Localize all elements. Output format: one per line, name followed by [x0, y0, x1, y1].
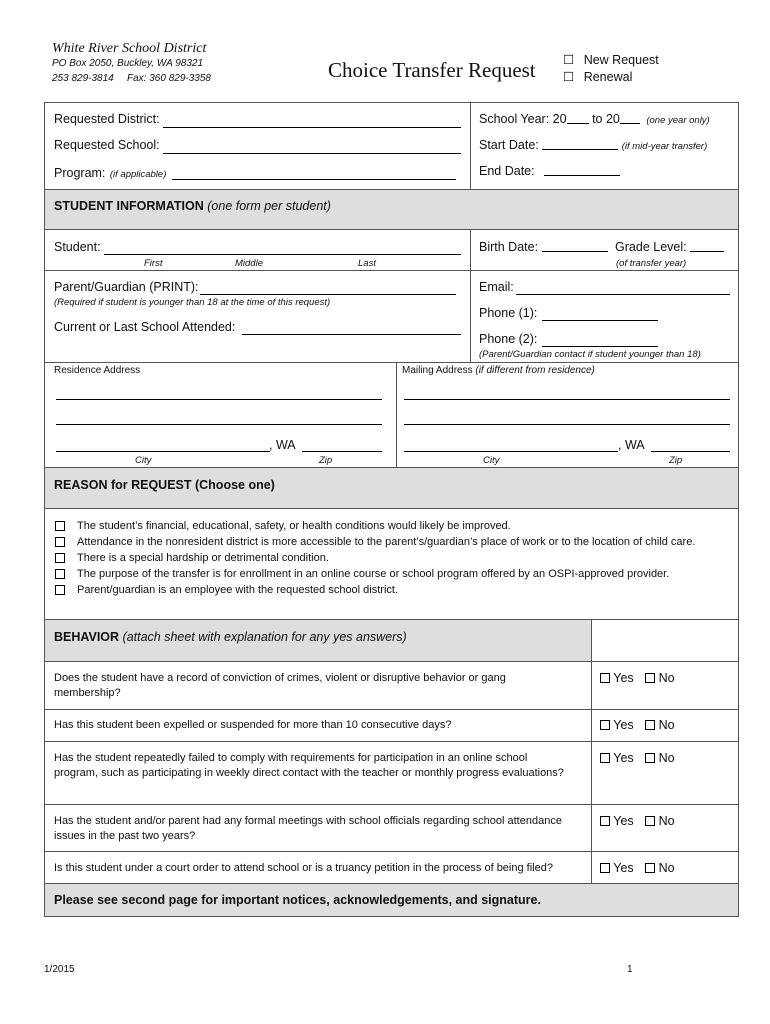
renewal-checkbox[interactable]: ☐: [563, 70, 575, 84]
no-checkbox[interactable]: [645, 673, 655, 683]
current-school-label: Current or Last School Attended:: [54, 320, 236, 334]
behavior-title: BEHAVIOR: [54, 630, 120, 644]
reason-item[interactable]: [54, 582, 724, 598]
reason-title: REASON for REQUEST (Choose one): [54, 478, 275, 492]
row-divider: [44, 883, 739, 884]
phone2-field[interactable]: [542, 346, 658, 347]
mailing-zip-field[interactable]: [651, 451, 730, 452]
yes-label: Yes: [613, 671, 634, 685]
form-date-code: 1/2015: [44, 964, 75, 975]
reason-checkbox[interactable]: [55, 537, 65, 547]
renewal-option[interactable]: [563, 69, 632, 84]
yes-label: Yes: [613, 751, 634, 765]
student-info-title: STUDENT INFORMATION: [54, 199, 204, 213]
email-label: Email:: [479, 280, 514, 294]
reason-item[interactable]: [54, 518, 724, 534]
no-label: No: [658, 751, 675, 765]
behavior-answer: [600, 861, 675, 875]
behavior-answer: [600, 751, 675, 765]
email-field[interactable]: [516, 294, 730, 295]
reason-checkbox[interactable]: [55, 569, 65, 579]
row-divider: [44, 362, 739, 363]
end-date-group: [479, 164, 620, 178]
second-page-notice: Please see second page for important notices, acknowledgements, and signature.: [54, 893, 541, 907]
student-name-field[interactable]: [104, 254, 461, 255]
page-number: 1: [627, 964, 633, 975]
program-note: (if applicable): [109, 169, 167, 180]
reason-item[interactable]: [54, 550, 724, 566]
no-checkbox[interactable]: [645, 863, 655, 873]
parent-guardian-note: (Required if student is younger than 18 at the time of this request): [54, 297, 331, 308]
mailing-street2-field[interactable]: [404, 424, 730, 425]
residence-street-field[interactable]: [56, 399, 382, 400]
behavior-question: Has the student repeatedly failed to comply with requirements for participation in an online school program, such as participating in weekly direct contact with the teacher or monthly progress evaluations?: [54, 752, 564, 779]
end-date-field[interactable]: [544, 175, 620, 176]
first-name-caption: First: [144, 258, 163, 269]
mailing-address-label: Mailing Address: [402, 365, 473, 376]
reason-text: There is a special hardship or detrimental condition.: [77, 552, 329, 564]
current-school-field[interactable]: [242, 334, 461, 335]
contact-note: (Parent/Guardian contact if student younger than 18): [479, 349, 701, 360]
requested-district-label: Requested District:: [54, 112, 160, 126]
row-divider: [44, 229, 739, 230]
start-date-group: [479, 138, 707, 152]
reason-item[interactable]: [54, 566, 724, 582]
residence-state-label: , WA: [269, 438, 296, 452]
yes-label: Yes: [613, 861, 634, 875]
reason-text: Parent/guardian is an employee with the requested school district.: [77, 584, 399, 596]
behavior-note: (attach sheet with explanation for any yes answers): [122, 630, 407, 644]
row-divider: [44, 709, 739, 710]
mailing-street-field[interactable]: [404, 399, 730, 400]
mailing-address-note: (if different from residence): [475, 365, 595, 376]
grade-note: (of transfer year): [616, 258, 687, 269]
renewal-label: Renewal: [583, 70, 633, 84]
row-divider: [44, 270, 739, 271]
school-year-group: [479, 112, 710, 126]
new-request-checkbox[interactable]: ☐: [563, 53, 575, 67]
requested-school-label: Requested School:: [54, 138, 160, 152]
program-field[interactable]: [172, 179, 456, 180]
school-year-label: School Year: 20: [479, 112, 567, 126]
student-name-label: Student:: [54, 240, 101, 254]
school-year-note: (one year only): [646, 115, 710, 126]
col-divider: [591, 619, 592, 883]
row-divider: [44, 741, 739, 742]
reason-text: The purpose of the transfer is for enrollment in an online course or school program offered by an OSPI-approved provider.: [77, 568, 670, 580]
reason-text: The student’s financial, educational, safety, or health conditions would likely be improved.: [77, 520, 511, 532]
new-request-label: New Request: [583, 53, 659, 67]
school-year-end-field[interactable]: [620, 123, 640, 124]
start-date-note: (if mid-year transfer): [621, 141, 708, 152]
requested-school-field[interactable]: [163, 153, 461, 154]
last-name-caption: Last: [358, 258, 376, 269]
residence-street2-field[interactable]: [56, 424, 382, 425]
mailing-state-label: , WA: [618, 438, 645, 452]
form-title: Choice Transfer Request: [328, 58, 536, 82]
district-fax: Fax: 360 829-3358: [127, 73, 211, 84]
row-divider: [44, 189, 739, 190]
form-border: [44, 102, 739, 917]
mailing-zip-caption: Zip: [669, 455, 683, 466]
yes-checkbox[interactable]: [600, 673, 610, 683]
yes-checkbox[interactable]: [600, 720, 610, 730]
phone1-field[interactable]: [542, 320, 658, 321]
behavior-question: Does the student have a record of conviction of crimes, violent or disruptive behavior or gang membership?: [54, 672, 506, 699]
reason-checkbox[interactable]: [55, 521, 65, 531]
school-year-start-field[interactable]: [567, 123, 589, 124]
no-label: No: [658, 814, 675, 828]
district-address: PO Box 2050, Buckley, WA 98321: [52, 58, 204, 69]
school-year-to-label: to 20: [592, 112, 620, 126]
row-divider: [44, 851, 739, 852]
row-divider: [44, 804, 739, 805]
behavior-answer: [600, 671, 675, 685]
no-label: No: [658, 861, 675, 875]
program-label-group: [54, 164, 166, 182]
birth-date-label: Birth Date:: [479, 240, 539, 254]
grade-level-field[interactable]: [690, 251, 724, 252]
mailing-city-caption: City: [483, 455, 500, 466]
yes-checkbox[interactable]: [600, 816, 610, 826]
phone1-label: Phone (1):: [479, 306, 538, 320]
behavior-question: Is this student under a court order to attend school or is a truancy petition in the process of being filed?: [54, 862, 553, 874]
no-checkbox[interactable]: [645, 816, 655, 826]
residence-address-label: Residence Address: [54, 365, 141, 376]
requested-district-field[interactable]: [163, 127, 461, 128]
row-divider: [44, 619, 739, 620]
birth-date-field[interactable]: [542, 251, 608, 252]
col-divider: [470, 229, 471, 362]
parent-guardian-label: Parent/Guardian (PRINT):: [54, 280, 199, 294]
behavior-title-group: [54, 630, 407, 644]
program-label: Program:: [54, 166, 106, 180]
start-date-field[interactable]: [542, 149, 618, 150]
grade-level-label: Grade Level:: [615, 240, 687, 254]
mailing-city-field[interactable]: [404, 451, 618, 452]
start-date-label: Start Date:: [479, 138, 539, 152]
residence-city-field[interactable]: [56, 451, 270, 452]
reason-text: Attendance in the nonresident district is more accessible to the parent’s/guardian’s place of work or to the location of child care.: [77, 536, 696, 548]
col-divider: [396, 362, 397, 467]
student-info-note: (one form per student): [207, 199, 331, 213]
behavior-answer: [600, 814, 675, 828]
yes-checkbox[interactable]: [600, 753, 610, 763]
middle-name-caption: Middle: [235, 258, 263, 269]
district-name: White River School District: [52, 41, 207, 56]
residence-zip-field[interactable]: [302, 451, 382, 452]
reason-list: [54, 518, 724, 598]
yes-label: Yes: [613, 718, 634, 732]
new-request-option[interactable]: [563, 52, 659, 67]
no-label: No: [658, 671, 675, 685]
district-phone: 253 829-3814: [52, 73, 114, 84]
parent-guardian-field[interactable]: [200, 294, 456, 295]
no-checkbox[interactable]: [645, 720, 655, 730]
reason-checkbox[interactable]: [55, 553, 65, 563]
residence-zip-caption: Zip: [319, 455, 333, 466]
mailing-address-label-group: [402, 365, 595, 376]
phone2-label: Phone (2):: [479, 332, 538, 346]
row-divider: [44, 661, 739, 662]
no-checkbox[interactable]: [645, 753, 655, 763]
birth-grade-group: [479, 240, 724, 254]
row-divider: [44, 467, 739, 468]
yes-checkbox[interactable]: [600, 863, 610, 873]
col-divider: [470, 102, 471, 189]
behavior-question: Has this student been expelled or suspended for more than 10 consecutive days?: [54, 719, 452, 731]
reason-item[interactable]: [54, 534, 724, 550]
yes-label: Yes: [613, 814, 634, 828]
student-info-title-group: [54, 199, 331, 213]
behavior-question: Has the student and/or parent had any formal meetings with school officials regarding school attendance issues in the past two years?: [54, 815, 562, 842]
behavior-answer: [600, 718, 675, 732]
row-divider: [44, 508, 739, 509]
residence-city-caption: City: [135, 455, 152, 466]
end-date-label: End Date:: [479, 164, 535, 178]
reason-checkbox[interactable]: [55, 585, 65, 595]
no-label: No: [658, 718, 675, 732]
